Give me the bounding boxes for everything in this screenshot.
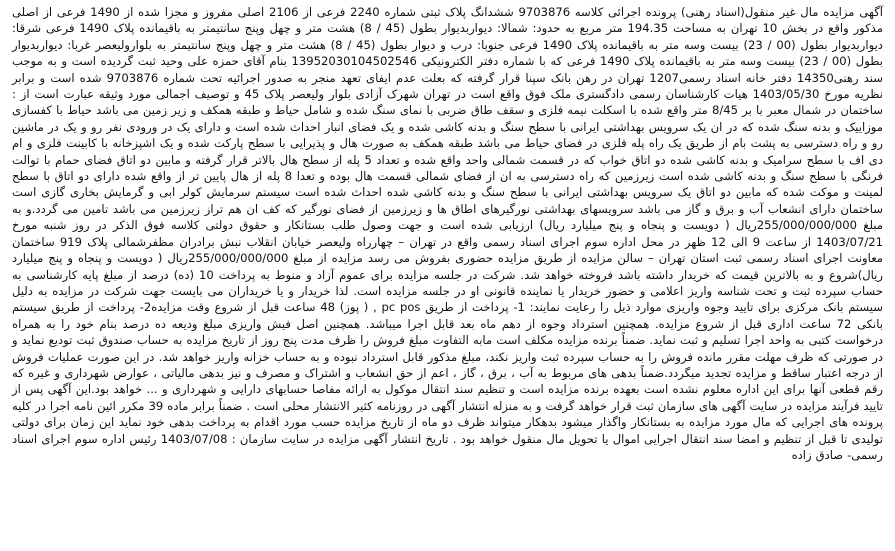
auction-notice-text: آگهی مزایده مال غیر منقول(اسناد رهنی) پرونده اجرائی کلاسه 9703876 ششدانگ پلاک ثبتی شماره 2240 فرعی از 2106 اصلی مفروز و مجزا شده از 1490 فرعی از اصلی مذکور واقع در بخش 10 تهران به مساحت 194.35 متر مربع به حدود: شمالا: دیواربدیوار بطول (45 / 8) هشت متر و چهل وپنج سانتیمتر به باقیمانده پلاک 1490 فرعی شرقا: دیواربدیوار بطول (00 / 23) بیست وسه متر به باقیمانده پلاک 1490 فرعی جنوبا: درب و دیوار بطول (45 / 8) هشت متر و چهل وپنج سانتیمتر به بلواروليعصر غربا: دیواربدیوار بطول (00 / 23) بیست وسه متر به باقیمانده پلاک 1490 فرعی که با شماره دفتر الکترونیکی 13952030104502546 بنام آقای حمزه علی وحید ثبت گردیده است و به موجب سند رهنی14350 دفتر خانه اسناد رسمی1207 تهران در رهن بانک سپنا قرار گرفته که بعلت عدم ایفای تعهد منجر به صدور اجرائیه تحت شماره 9703876 شده است و برابر نظریه مورخ 1403/05/30 هیات کارشناسان رسمی دادگستری ملک فوق واقع است در تهران شهرک آزادی بلوار ولیعصر پلاک 45 و توصیف اجمالی مورد وثیقه عبارت است از : ساختمان در شمال معبر با بر 8/45 متر واقع شده با اسکلت نیمه فلزی و سقف طاق ضربی با نمای سنگ شده و شامل حیاط و طبقه همکف و زیر زمین می باشد حیاط با کفسازی موزاییک و بدنه سنگ شده که در ان یک سرویس بهداشتی ایرانی با سطح سنگ و بدنه کاشی شده و یک فضای انبار احداث شده است و دارای یک در ورودی نفر رو و یک در ماشین رو و راه دسترسی به پشت بام از طریق یک راه پله فلزی در فضای حیاط می باشد طبقه همکف به صورت هال و پذیرایی با سطح پارکت شده و یک اشپزخانه با کابینت فلزی و ام دی اف با سطح سرامیک و بدنه کاشی شده دو اتاق خواب که در قسمت شمالی واحد واقع شده و تعداد 5 پله از سطح هال بالاتر قرار گرفته و مابین دو اتاق فضای حمام با توالت فرنگی با سطح سنگ و بدنه کاشی شده است زیرزمین که راه دسترسی به ان از فضای شمالی قسمت هال بوده و تعدا 8 پله از هال پایین تر از واقع شده دارای دو اتاق با سطح لمینت و موکت شده که مابین دو اتاق یک سرویس بهداشتی ایرانی با سطح سنگ و بدنه کاشی شده احداث شده است سیستم سرمایش کولر ابی و گرمایش بخاری گازی است ساختمان دارای انشعاب آب و برق و گاز می باشد سرویسهای بهداشتی نورگیرهای اطاق ها و زیرزمین از فضای نورگیر که کف ان هم تراز زیرزمین می باشد تامین می گردد.و به مبلغ 255/000/000/000ریال ( دویست و پنجاه و پنج میلیارد ریال) ارزیابی شده است و جهت وصول طلب بستانکار و حقوق دولتی کلاسه فوق الذکر در روز شنبه مورخ 1403/07/21 از ساعت 9 الی 12 ظهر در محل اداره سوم اجرای اسناد رسمی واقع در تهران – چهارراه ولیعصر خیابان انقلاب نبش برادران مظفرشمالی پلاک 919 ساختمان معاونت اجرای اسناد رسمی ثبت استان تهران – سالن مزایده از طریق مزایده حضوری بفروش می رسد مزایده از مبلغ 255/000/000/000ریال ( دویست و پنجاه و پنج میلیارد ریال)شروع و به بالاترین قیمت که خریدار داشته باشد فروخته خواهد شد. شرکت در جلسه مزایده برای عموم آزاد و منوط به پرداخت 10 (ده) درصد از مبلغ پایه کارشناسی به حساب سپرده ثبت و تحت شناسه واریز اعلامی و حضور خریدار یا نماینده قانونی او در جلسه مزایده است. لذا خریدار و یا خریداران می بایست جهت شرکت در مزایده به دلیل سیستم بانک مرکزی برای تایید وجوه واریزی موارد ذیل را رعایت نمایند: 1- پرداخت از طریق pc pos , ( پوز) 48 ساعت قبل از شروع وقت مزایده2- پرداخت از طریق سیستم بانکی 72 ساعت اداری قبل از شروع مزایده. همچنین استرداد وجوه از دهم ماه بعد قابل اجرا میباشد. همچنین اصل فیش واریزی مبلغ ودیعه ده درصد بنام خود را به همراه درخواست کتبی به واحد اجرا تسلیم و ثبت نماید. ضمناً برنده مزایده مکلف است مابه التفاوت مبلغ فروش را ظرف مدت پنج روز از تاریخ مزایده به حساب صندوق ثبت تودیع نماید و در صورتی که ظرف مهلت مقرر مانده فروش را به حساب سپرده ثبت واریز نکند، مبلغ مذکور قابل استرداد نبوده و به حساب خزانه واریز خواهد شد. در این صورت عملیات فروش از درجه اعتبار ساقط و مزایده تجدید میگردد.ضمناً بدهی های مربوط به آب ، برق ، گاز ، اعم از حق انشعاب و اشتراک و مصرف و نیز بدهی مالیاتی ، عوارض شهرداری و غیره که رقم قطعی آنها برای این اداره معلوم نشده است بعهده برنده مزایده است و تنظیم سند انتقال موکول به ارائه مفاصا حسابهای دارایی و شهرداری و ... خواهد بود.این آگهی پس از تایید فرآیند مزایده در سایت آگهی های سازمان ثبت قرار خواهد گرفت و به منزله انتشار آگهی در روزنامه کثیر الانتشار محلی است . ضمناً برابر ماده 39 مکرر ائین نامه اجرا در کلیه پرونده های اجرایی که مال مورد مزایده به بستانکار واگذار میشود بدهکار میتواند ظرف دو ماه از تاریخ مزایده حسب مورد اقدام به پرداخت بدهی خود نماید این زمان برای دولتی تولیدی تا قبل از تنظیم و امضا سند انتقال اجرایی اموال یا تحویل مال منقول خواهد بود . تاریخ انتشار آگهی مزایده در سایت سازمان : 1403/07/08 رئیس اداره سوم اجرای اسناد رسمی- صادق زاده xyxy=(12,5,884,462)
